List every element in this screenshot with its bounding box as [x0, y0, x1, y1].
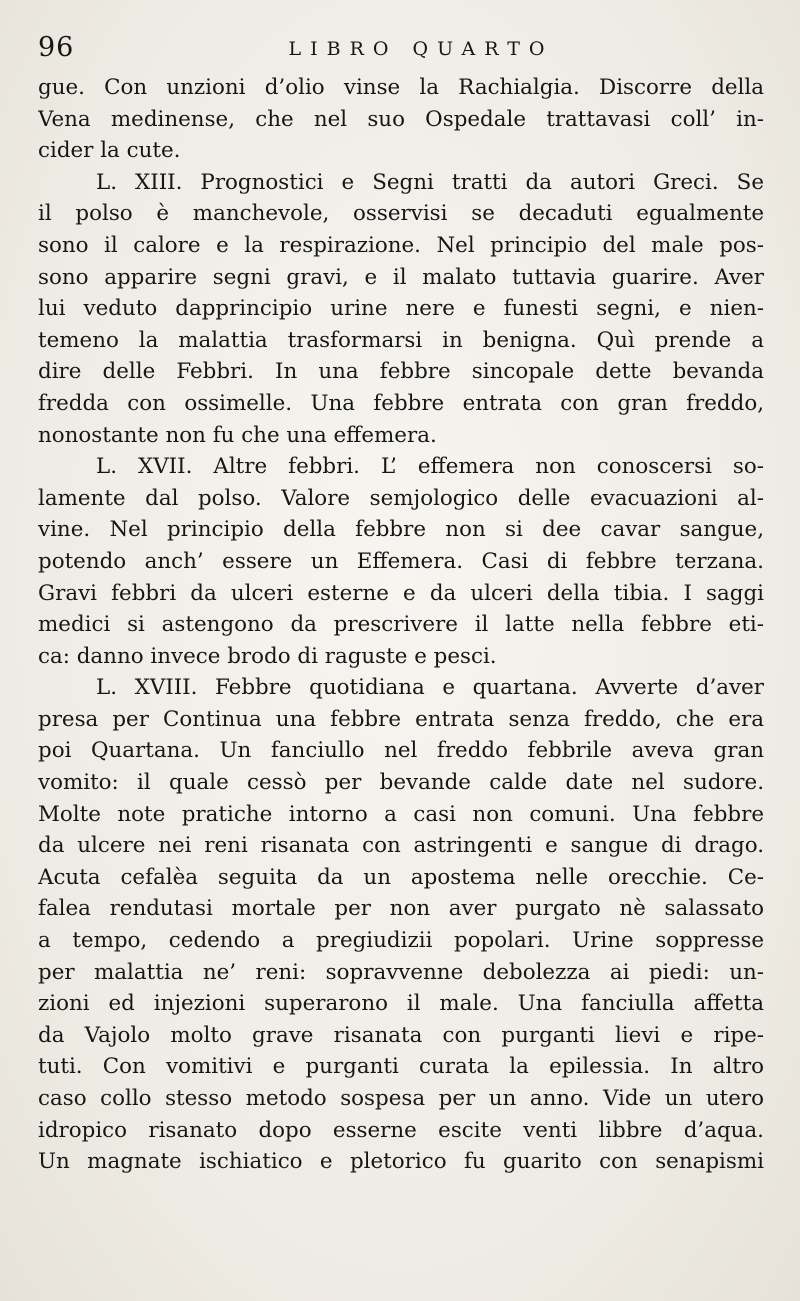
text-line: vine. Nel principio della febbre non si dee cavar sangue, [38, 517, 764, 543]
text-line: fredda con ossimelle. Una febbre entrata con gran freddo, [38, 390, 764, 416]
text-line: lui veduto dapprincipio urine nere e funesti segni, e nien- [38, 296, 764, 322]
text-line: temeno la malattia trasformarsi in benigna. Quì prende a [38, 327, 764, 353]
text-line: potendo anch’ essere un Effemera. Casi di febbre terzana. [38, 548, 764, 574]
text-line: zioni ed injezioni superarono il male. Una fanciulla affetta [38, 991, 764, 1017]
text-line: Acuta cefalèa seguita da un apostema nelle orecchie. Ce- [38, 864, 764, 890]
paragraph-start-line: L. XIII. Prognostici e Segni tratti da autori Greci. Se [96, 169, 764, 195]
text-line: gue. Con unzioni d’olio vinse la Rachialgia. Discorre della [38, 75, 764, 100]
text-line: per malattia ne’ reni: sopravvenne debolezza ai piedi: un- [38, 959, 764, 985]
paragraph-start-line: L. XVII. Altre febbri. L’ effemera non conoscersi so- [96, 454, 764, 480]
text-line: cider la cute. [38, 138, 181, 164]
text-line: presa per Continua una febbre entrata senza freddo, che era [38, 706, 764, 732]
text-line: dire delle Febbri. In una febbre sincopale dette bevanda [38, 359, 764, 385]
text-line: sono apparire segni gravi, e il malato tuttavia guarire. Aver [38, 264, 764, 290]
text-line: lamente dal polso. Valore semjologico delle evacuazioni al- [38, 485, 764, 511]
text-line: ca: danno invece brodo di raguste e pesci. [38, 643, 497, 669]
text-line: Un magnate ischiatico e pletorico fu guarito con senapismi [38, 1149, 764, 1175]
text-line: caso collo stesso metodo sospesa per un anno. Vide un utero [38, 1086, 764, 1111]
text-line: falea rendutasi mortale per non aver purgato nè salassato [38, 896, 764, 922]
text-line: Gravi febbri da ulceri esterne e da ulceri della tibia. I saggi [38, 580, 764, 606]
body-text [38, 72, 764, 1178]
page-number: 96 [38, 32, 75, 63]
text-line: Molte note pratiche intorno a casi non comuni. Una febbre [38, 801, 764, 827]
text-line: poi Quartana. Un fanciullo nel freddo febbrile aveva gran [38, 738, 764, 764]
text-line: medici si astengono da prescrivere il latte nella febbre eti- [38, 612, 764, 638]
text-line: Vena medinense, che nel suo Ospedale trattavasi coll’ in- [38, 106, 764, 132]
text-line: nonostante non fu che una effemera. [38, 422, 437, 448]
text-line: idropico risanato dopo esserne escite venti libbre d’aqua. [38, 1117, 764, 1143]
running-head: LIBRO QUARTO [288, 38, 554, 60]
text-line: vomito: il quale cessò per bevande calde date nel sudore. [38, 770, 764, 796]
text-line: il polso è manchevole, osservisi se decaduti egualmente [38, 201, 764, 227]
text-line: sono il calore e la respirazione. Nel principio del male pos- [38, 232, 764, 258]
text-line: tuti. Con vomitivi e purganti curata la epilessia. In altro [38, 1054, 764, 1080]
text-line: da Vajolo molto grave risanata con purganti lievi e ripe- [38, 1022, 764, 1048]
text-line: da ulcere nei reni risanata con astringenti e sangue di drago. [38, 833, 764, 859]
text-line: a tempo, cedendo a pregiudizii popolari. Urine soppresse [38, 928, 764, 954]
page-header [38, 30, 764, 70]
paragraph-start-line: L. XVIII. Febbre quotidiana e quartana. Avverte d’aver [96, 675, 764, 701]
